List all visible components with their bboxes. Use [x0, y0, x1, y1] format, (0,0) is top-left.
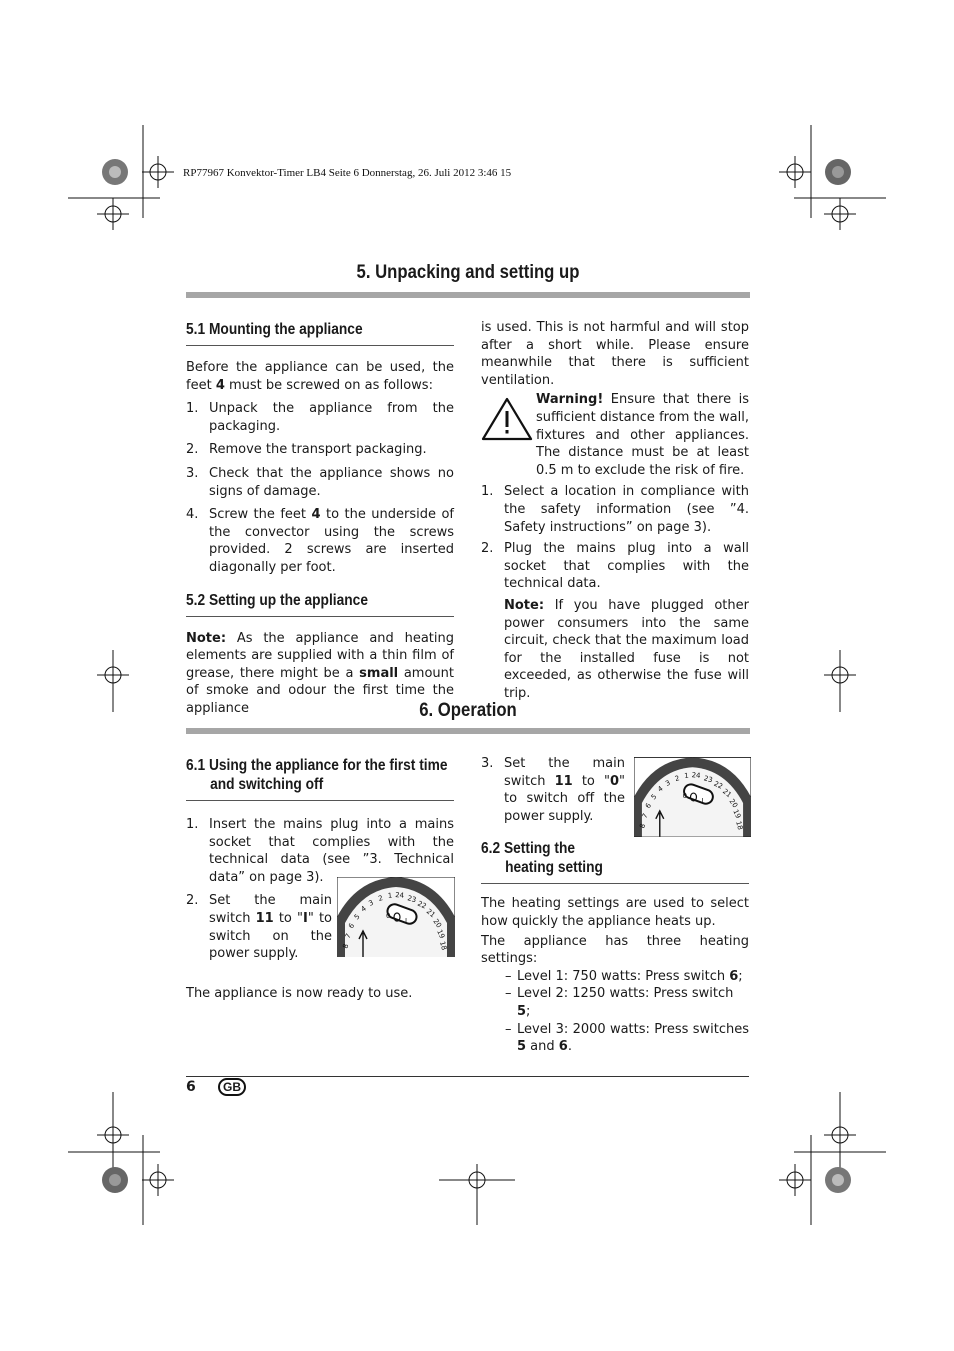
ready-text: The appliance is now ready to use.: [186, 985, 413, 1001]
svg-text:22: 22: [416, 899, 428, 911]
section-rule: [186, 800, 454, 801]
svg-text:2: 2: [377, 894, 384, 903]
warning-block: [481, 391, 749, 479]
timer-dial-off-image: [634, 757, 751, 837]
chapter-5-left-column: [186, 320, 454, 718]
svg-text:24: 24: [394, 891, 405, 900]
svg-text:18: 18: [734, 820, 745, 831]
svg-text:1: 1: [387, 891, 393, 900]
print-slug: RP77967 Konvektor-Timer LB4 Seite 6 Donnerstag, 26. Juli 2012 3:46 15: [183, 167, 512, 179]
svg-text:7: 7: [640, 812, 650, 820]
list-item: 1. Select a location in compliance with the safety information (see ”4. Safety instructions” on page 3).: [481, 484, 749, 535]
svg-text:20: 20: [727, 797, 740, 810]
list-item: – Level 2: 1250 watts: Press switch 5;: [505, 985, 749, 1020]
list-item: 4. Screw the feet 4 to the underside of the convector using the screws provided. 2 screws are inserted diagonally per foot.: [186, 507, 454, 575]
list-item: 3. Set the main switch 11 to "0" to switch off the power supply.: [481, 756, 626, 824]
chapter-6-title: 6. Operation: [419, 700, 517, 721]
page-number: 6: [186, 1079, 196, 1095]
list-item: 1. Insert the mains plug into a mains socket that complies with the technical data (see ”3. Technical data” on page 3).: [186, 817, 454, 885]
svg-text:0: 0: [682, 791, 688, 800]
svg-text:7: 7: [343, 932, 353, 940]
svg-text:24: 24: [691, 771, 701, 780]
svg-text:8: 8: [638, 822, 648, 830]
section-rule: [481, 883, 749, 884]
section-5-1-intro: Before the appliance can be used, the feet 4 must be screwed on as follows:: [186, 360, 454, 393]
svg-text:5: 5: [649, 792, 659, 802]
svg-text:2: 2: [674, 774, 681, 784]
section-rule: [186, 616, 454, 617]
section-6-2-heading: 6.2 Setting the heating setting: [481, 840, 603, 877]
chapter-6-bar: [186, 728, 750, 734]
power-note: Note: If you have plugged other power consumers into the same circuit, check that the maximum load for the installed fuse is not exceeded, as otherwise the fuse will trip.: [504, 597, 749, 701]
section-5-2-continued: is used. This is not harmful and will stop after a short while. Please ensure meanwhile that there is sufficient ventilation.: [481, 320, 749, 388]
svg-text:18: 18: [438, 940, 449, 952]
section-5-2-note: Note: As the appliance and heating elements are supplied with a thin film of grease, there might be a small amount of smoke and odour the first time the appliance: [186, 630, 455, 716]
svg-text:I: I: [405, 917, 408, 925]
language-badge: GB: [218, 1078, 246, 1096]
svg-text:21: 21: [720, 787, 733, 800]
list-item: 1. Unpack the appliance from the packaging.: [186, 401, 454, 434]
chapter-5-bar: [186, 292, 750, 298]
svg-text:0: 0: [386, 912, 391, 920]
list-item: 2. Remove the transport packaging.: [186, 442, 427, 458]
svg-text:23: 23: [702, 774, 714, 785]
svg-text:3: 3: [664, 778, 672, 788]
svg-text:4: 4: [656, 784, 665, 794]
section-rule: [186, 345, 454, 346]
warning-triangle-icon: [481, 397, 533, 443]
svg-text:8: 8: [341, 942, 351, 950]
footer-rule: [186, 1076, 749, 1077]
timer-dial-on-image: [337, 877, 455, 957]
list-item: 2. Set the main switch 11 to "I" to switch on the power supply.: [186, 893, 332, 962]
chapter-5-right-column: [481, 319, 749, 702]
svg-text:21: 21: [424, 907, 437, 920]
svg-text:19: 19: [731, 808, 743, 820]
svg-text:6: 6: [643, 801, 654, 811]
svg-text:I: I: [701, 796, 704, 805]
svg-text:6: 6: [347, 921, 357, 931]
warning-text: Warning! Ensure that there is sufficient distance from the wall, fixtures and other appliances. The distance must be at least 0.5 m to exclude the risk of fire.: [536, 392, 749, 478]
list-item: – Level 3: 2000 watts: Press switches 5 and 6.: [505, 1021, 749, 1056]
svg-text:22: 22: [712, 779, 724, 791]
svg-text:23: 23: [406, 894, 418, 905]
section-6-1-heading: 6.1 Using the appliance for the first time and switching off: [186, 757, 448, 793]
section-5-1-heading: 5.1 Mounting the appliance: [186, 321, 363, 338]
heating-intro: The heating settings are used to select how quickly the appliance heats up.: [481, 896, 749, 929]
mounting-steps: [186, 400, 454, 576]
svg-text:3: 3: [367, 898, 375, 908]
list-item: 3. Check that the appliance shows no signs of damage.: [186, 465, 454, 499]
svg-text:5: 5: [352, 912, 362, 922]
svg-text:19: 19: [435, 928, 447, 940]
svg-text:20: 20: [431, 917, 444, 930]
section-5-2-heading: 5.2 Setting up the appliance: [186, 591, 368, 609]
list-item: 2. Plug the mains plug into a wall socket that complies with the technical data.: [481, 541, 749, 592]
svg-text:1: 1: [684, 771, 690, 781]
chapter-5-title: 5. Unpacking and setting up: [356, 262, 580, 283]
heating-levels-list: [481, 968, 749, 1056]
list-item: – Level 1: 750 watts: Press switch 6;: [505, 968, 749, 986]
heating-levels-intro: The appliance has three heating settings:: [481, 933, 749, 967]
setup-steps: [481, 483, 749, 593]
svg-text:4: 4: [359, 904, 368, 914]
